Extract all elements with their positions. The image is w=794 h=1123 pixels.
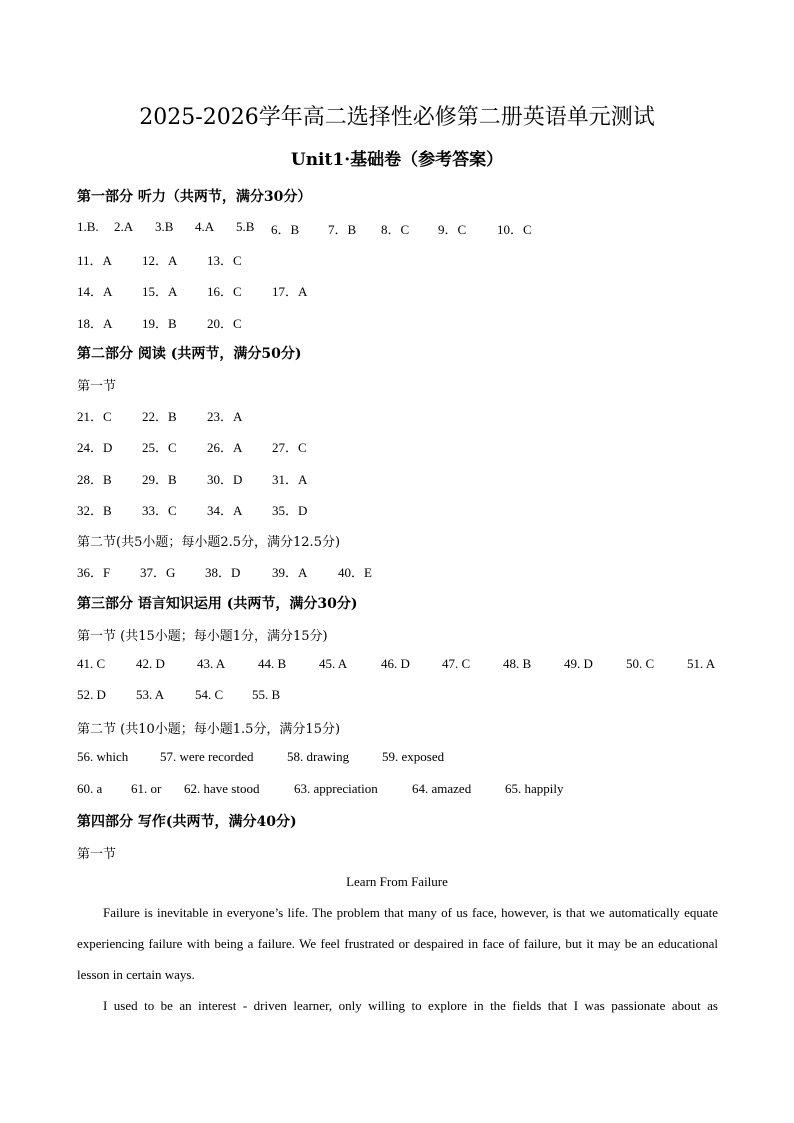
answer-item: 27．C: [272, 440, 307, 455]
part3-section1-label: 第一节 (共15小题；每小题1分，满分15分): [77, 629, 328, 644]
answer-item: 28．B: [77, 472, 112, 487]
answer-item: 42. D: [136, 656, 165, 671]
part4-section1-label: 第一节: [77, 847, 117, 862]
answer-item: 38．D: [205, 565, 241, 580]
answer-item: 15．A: [142, 284, 178, 299]
answer-item: 57. were recorded: [160, 749, 254, 764]
answer-item: 61. or: [131, 781, 162, 796]
answer-item: 4.A: [195, 219, 215, 234]
answer-item: 41. C: [77, 656, 106, 671]
answer-item: 23．A: [207, 409, 243, 424]
answer-item: 46. D: [381, 656, 410, 671]
answer-item: 26．A: [207, 440, 243, 455]
answer-item: 54. C: [195, 687, 224, 702]
answer-item: 33．C: [142, 503, 177, 518]
answer-item: 18．A: [77, 316, 113, 331]
part3-heading: 第三部分 语言知识运用 (共两节，满分30分): [77, 596, 358, 612]
answer-item: 1.B.: [77, 219, 99, 234]
answer-item: 30．D: [207, 472, 243, 487]
answer-item: 32．B: [77, 503, 112, 518]
essay-title: Learn From Failure: [346, 874, 448, 889]
document-title: 2025-2026学年高二选择性必修第二册英语单元测试: [139, 105, 655, 130]
answer-item: 58. drawing: [287, 749, 350, 764]
answer-item: 65. happily: [505, 781, 564, 796]
answer-item: 52. D: [77, 687, 106, 702]
answer-item: 3.B: [155, 219, 174, 234]
answer-item: 5.B: [236, 219, 255, 234]
answer-item: 21．C: [77, 409, 112, 424]
answer-item: 37．G: [140, 565, 176, 580]
answer-item: 31．A: [272, 472, 308, 487]
answer-item: 35．D: [272, 503, 308, 518]
answer-item: 40．E: [338, 565, 372, 580]
part2-section1-label: 第一节: [77, 379, 117, 394]
answer-item: 25．C: [142, 440, 177, 455]
answer-item: 20．C: [207, 316, 242, 331]
answer-item: 55. B: [252, 687, 281, 702]
answer-item: 24．D: [77, 440, 113, 455]
part4-heading: 第四部分 写作(共两节，满分40分): [77, 814, 297, 830]
answer-item: 62. have stood: [184, 781, 260, 796]
answer-item: 2.A: [114, 219, 134, 234]
answer-item: 39．A: [272, 565, 308, 580]
essay-paragraph-1: Failure is inevitable in everyone’s life. The problem that many of us face, however, is that we automatically equate experiencing failure with being a failure. We feel frustrated or despaired in face of failure, but it may be an educational lesson in certain ways.: [77, 905, 718, 982]
answer-item: 19．B: [142, 316, 177, 331]
answer-item: 56. which: [77, 749, 129, 764]
answer-item: 12．A: [142, 253, 178, 268]
answer-item: 11．A: [77, 253, 112, 268]
document-subtitle: Unit1·基础卷（参考答案）: [290, 150, 504, 170]
part2-section2-label: 第二节(共5小题；每小题2.5分，满分12.5分): [77, 535, 341, 550]
answer-item: 59. exposed: [382, 749, 445, 764]
answer-item: 45. A: [319, 656, 348, 671]
answer-item: 53. A: [136, 687, 165, 702]
answer-item: 63. appreciation: [294, 781, 378, 796]
answer-item: 9．C: [438, 222, 467, 237]
answer-item: 8．C: [381, 222, 410, 237]
answer-item: 14．A: [77, 284, 113, 299]
part3-section2-label: 第二节 (共10小题；每小题1.5分，满分15分): [77, 722, 341, 737]
answer-item: 64. amazed: [412, 781, 472, 796]
answer-item: 34．A: [207, 503, 243, 518]
answer-item: 13．C: [207, 253, 242, 268]
answer-item: 50. C: [626, 656, 655, 671]
essay-paragraph-2: I used to be an interest - driven learner, only willing to explore in the fields that I was passionate about as: [103, 998, 718, 1013]
answer-item: 49. D: [564, 656, 593, 671]
answer-item: 16．C: [207, 284, 242, 299]
answer-item: 48. B: [503, 656, 532, 671]
answer-item: 10．C: [497, 222, 532, 237]
answer-item: 60. a: [77, 781, 103, 796]
part2-heading: 第二部分 阅读 (共两节，满分50分): [77, 346, 302, 362]
answer-item: 51. A: [687, 656, 716, 671]
answer-item: 22．B: [142, 409, 177, 424]
answer-item: 17．A: [272, 284, 308, 299]
answer-item: 6．B: [271, 222, 300, 237]
answer-item: 7．B: [328, 222, 357, 237]
answer-item: 36．F: [77, 565, 111, 580]
answer-item: 47. C: [442, 656, 471, 671]
answer-item: 29．B: [142, 472, 177, 487]
answer-item: 44. B: [258, 656, 287, 671]
part1-heading: 第一部分 听力（共两节，满分30分）: [77, 189, 312, 205]
answer-item: 43. A: [197, 656, 226, 671]
